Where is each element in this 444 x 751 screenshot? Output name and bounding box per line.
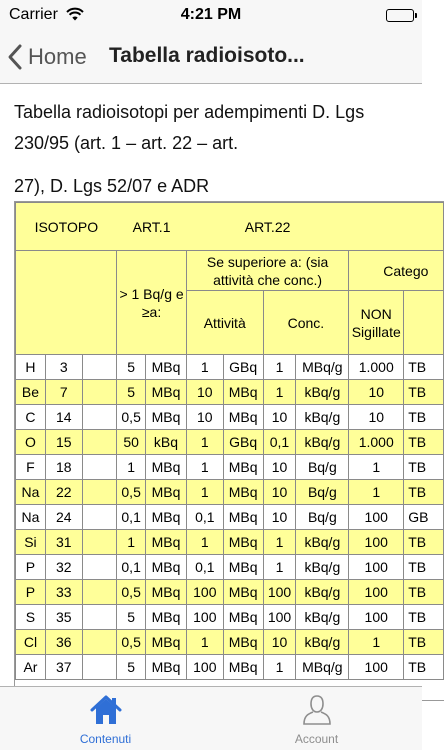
intro-line-2: 27), D. Lgs 52/07 e ADR — [14, 176, 210, 196]
cell-art1-value: 1 — [117, 455, 146, 480]
intro-line-1: Tabella radioisotopi per adempimenti D. Lgs 230/95 (art. 1 – art. 22 – art. — [14, 102, 365, 153]
header-isotopo: ISOTOPO — [16, 203, 117, 251]
cell-conc-value: 10 — [263, 480, 296, 505]
cell-conc-value: 10 — [263, 455, 296, 480]
cell-element: Si — [16, 530, 46, 555]
cell-empty — [82, 480, 117, 505]
cell-conc-value: 1 — [263, 355, 296, 380]
table-header-row — [16, 203, 444, 251]
cell-empty — [82, 380, 117, 405]
cell-element: P — [16, 580, 46, 605]
cell-art1-value: 5 — [117, 380, 146, 405]
cell-element: Na — [16, 480, 46, 505]
cell-activity-value: 1 — [186, 355, 223, 380]
cell-mass-number: 18 — [45, 455, 82, 480]
cell-element: O — [16, 430, 46, 455]
header-categoria: Catego — [349, 251, 444, 291]
cell-activity-value: 10 — [186, 380, 223, 405]
back-button[interactable] — [8, 41, 87, 73]
cell-element: Cl — [16, 630, 46, 655]
cell-category: TB — [404, 380, 444, 405]
cell-category: TB — [404, 480, 444, 505]
cell-non-sigillate: 100 — [349, 505, 404, 530]
content-scroll-area[interactable] — [0, 85, 429, 685]
cell-category: TB — [404, 530, 444, 555]
cell-activity-value: 1 — [186, 530, 223, 555]
cell-category: TB — [404, 355, 444, 380]
cell-category: TB — [404, 455, 444, 480]
cell-conc-value: 1 — [263, 530, 296, 555]
header-se-superiore: Se superiore a: (sia attività che conc.) — [186, 251, 348, 291]
header-conc: Conc. — [263, 291, 349, 355]
cell-activity-unit: MBq — [223, 505, 263, 530]
cell-mass-number: 36 — [45, 630, 82, 655]
cell-activity-unit: MBq — [223, 455, 263, 480]
chevron-left-icon — [8, 44, 22, 70]
table-row — [16, 505, 444, 530]
cell-non-sigillate: 1 — [349, 630, 404, 655]
carrier-label: Carrier — [9, 6, 58, 23]
cell-activity-value: 1 — [186, 455, 223, 480]
table-row — [16, 605, 444, 630]
cell-element: F — [16, 455, 46, 480]
tab-contenuti[interactable] — [0, 687, 211, 751]
cell-mass-number: 35 — [45, 605, 82, 630]
cell-art1-unit: MBq — [146, 505, 187, 530]
cell-activity-value: 100 — [186, 605, 223, 630]
cell-art1-value: 50 — [117, 430, 146, 455]
cell-conc-unit: Bq/g — [296, 480, 349, 505]
back-button-label: Home — [28, 44, 87, 69]
cell-element: S — [16, 605, 46, 630]
cell-conc-unit: kBq/g — [296, 405, 349, 430]
cell-empty — [82, 655, 117, 680]
cell-art1-unit: MBq — [146, 405, 187, 430]
cell-art1-unit: MBq — [146, 555, 187, 580]
header-empty — [16, 251, 117, 355]
cell-activity-unit: GBq — [223, 430, 263, 455]
cell-activity-unit: MBq — [223, 655, 263, 680]
cell-conc-unit: kBq/g — [296, 630, 349, 655]
cell-element: Ar — [16, 655, 46, 680]
cell-empty — [82, 555, 117, 580]
cell-conc-value: 1 — [263, 655, 296, 680]
cell-empty — [82, 530, 117, 555]
table-row — [16, 630, 444, 655]
status-bar — [0, 0, 422, 30]
cell-empty — [82, 505, 117, 530]
header-non-sigillate: NON Sigillate — [349, 291, 404, 355]
cell-art1-unit: kBq — [146, 430, 187, 455]
cell-activity-unit: GBq — [223, 355, 263, 380]
cell-art1-unit: MBq — [146, 655, 187, 680]
cell-art1-value: 0,5 — [117, 580, 146, 605]
battery-icon — [386, 9, 414, 22]
tab-account-label: Account — [294, 732, 339, 746]
cell-mass-number: 22 — [45, 480, 82, 505]
cell-mass-number: 7 — [45, 380, 82, 405]
cell-activity-unit: MBq — [223, 630, 263, 655]
cell-art1-value: 0,5 — [117, 405, 146, 430]
cell-non-sigillate: 100 — [349, 605, 404, 630]
cell-element: C — [16, 405, 46, 430]
table-row — [16, 530, 444, 555]
cell-activity-value: 10 — [186, 405, 223, 430]
cell-element: H — [16, 355, 46, 380]
table-header-row — [16, 251, 444, 291]
cell-activity-unit: MBq — [223, 405, 263, 430]
cell-conc-value: 10 — [263, 405, 296, 430]
cell-conc-unit: Bq/g — [296, 455, 349, 480]
table-row — [16, 380, 444, 405]
isotope-table-container[interactable] — [14, 201, 444, 701]
cell-mass-number: 14 — [45, 405, 82, 430]
cell-conc-unit: MBq/g — [296, 655, 349, 680]
cell-non-sigillate: 10 — [349, 380, 404, 405]
cell-art1-value: 0,1 — [117, 555, 146, 580]
person-icon — [300, 693, 334, 732]
cell-conc-unit: kBq/g — [296, 580, 349, 605]
cell-art1-unit: MBq — [146, 455, 187, 480]
header-categoria-extra — [404, 291, 444, 355]
cell-activity-unit: MBq — [223, 580, 263, 605]
cell-non-sigillate: 1 — [349, 480, 404, 505]
page-title: Tabella radioisoto... — [109, 44, 305, 67]
cell-art1-value: 5 — [117, 355, 146, 380]
cell-conc-unit: kBq/g — [296, 530, 349, 555]
cell-category: TB — [404, 605, 444, 630]
cell-mass-number: 32 — [45, 555, 82, 580]
cell-art1-unit: MBq — [146, 480, 187, 505]
cell-conc-value: 10 — [263, 630, 296, 655]
cell-empty — [82, 580, 117, 605]
cell-activity-value: 1 — [186, 480, 223, 505]
cell-art1-unit: MBq — [146, 605, 187, 630]
cell-mass-number: 33 — [45, 580, 82, 605]
cell-non-sigillate: 1.000 — [349, 355, 404, 380]
cell-element: P — [16, 555, 46, 580]
cell-activity-unit: MBq — [223, 480, 263, 505]
cell-empty — [82, 355, 117, 380]
cell-conc-unit: kBq/g — [296, 430, 349, 455]
cell-non-sigillate: 10 — [349, 405, 404, 430]
cell-art1-value: 5 — [117, 605, 146, 630]
table-row — [16, 455, 444, 480]
table-row — [16, 655, 444, 680]
cell-empty — [82, 430, 117, 455]
table-row — [16, 355, 444, 380]
cell-art1-unit: MBq — [146, 355, 187, 380]
cell-conc-unit: kBq/g — [296, 380, 349, 405]
tab-contenuti-label: Contenuti — [79, 732, 132, 746]
cell-activity-value: 100 — [186, 580, 223, 605]
cell-art1-unit: MBq — [146, 380, 187, 405]
header-art1-threshold — [117, 251, 187, 355]
cell-mass-number: 31 — [45, 530, 82, 555]
cell-conc-value: 100 — [263, 605, 296, 630]
cell-conc-value: 10 — [263, 505, 296, 530]
cell-element: Na — [16, 505, 46, 530]
cell-empty — [82, 455, 117, 480]
cell-non-sigillate: 100 — [349, 655, 404, 680]
intro-text — [14, 97, 414, 202]
cell-activity-value: 0,1 — [186, 505, 223, 530]
cell-non-sigillate: 100 — [349, 530, 404, 555]
cell-art1-unit: MBq — [146, 630, 187, 655]
cell-art1-unit: MBq — [146, 580, 187, 605]
cell-conc-unit: MBq/g — [296, 355, 349, 380]
cell-activity-value: 1 — [186, 430, 223, 455]
header-blank — [349, 203, 444, 251]
table-row — [16, 430, 444, 455]
cell-conc-value: 0,1 — [263, 430, 296, 455]
cell-category: TB — [404, 555, 444, 580]
cell-art1-value: 0,5 — [117, 630, 146, 655]
cell-category: TB — [404, 630, 444, 655]
cell-activity-unit: MBq — [223, 530, 263, 555]
cell-activity-unit: MBq — [223, 605, 263, 630]
cell-conc-value: 100 — [263, 580, 296, 605]
tab-account[interactable] — [211, 687, 422, 751]
cell-art1-value: 0,5 — [117, 480, 146, 505]
house-icon — [89, 693, 123, 732]
cell-mass-number: 15 — [45, 430, 82, 455]
cell-empty — [82, 405, 117, 430]
cell-conc-value: 1 — [263, 555, 296, 580]
cell-category: TB — [404, 405, 444, 430]
cell-category: TB — [404, 655, 444, 680]
header-art1: ART.1 — [117, 203, 187, 251]
cell-activity-value: 0,1 — [186, 555, 223, 580]
cell-category: TB — [404, 580, 444, 605]
cell-activity-unit: MBq — [223, 555, 263, 580]
cell-empty — [82, 630, 117, 655]
cell-mass-number: 3 — [45, 355, 82, 380]
cell-empty — [82, 605, 117, 630]
cell-activity-unit: MBq — [223, 380, 263, 405]
cell-conc-unit: Bq/g — [296, 505, 349, 530]
cell-art1-value: 1 — [117, 530, 146, 555]
threshold-text: > 1 Bq/g e ≥a: — [119, 285, 184, 320]
navigation-bar — [0, 30, 422, 84]
cell-conc-unit: kBq/g — [296, 555, 349, 580]
cell-activity-value: 100 — [186, 655, 223, 680]
table-row — [16, 405, 444, 430]
cell-element: Be — [16, 380, 46, 405]
cell-conc-unit: kBq/g — [296, 605, 349, 630]
cell-conc-value: 1 — [263, 380, 296, 405]
cell-activity-value: 1 — [186, 630, 223, 655]
tab-bar — [0, 686, 422, 750]
isotope-table — [15, 202, 444, 680]
cell-non-sigillate: 100 — [349, 555, 404, 580]
table-row — [16, 555, 444, 580]
table-body — [16, 355, 444, 680]
cell-category: GB — [404, 505, 444, 530]
header-art22: ART.22 — [186, 203, 348, 251]
cell-non-sigillate: 1.000 — [349, 430, 404, 455]
cell-category: TB — [404, 430, 444, 455]
cell-art1-unit: MBq — [146, 530, 187, 555]
clock: 4:21 PM — [180, 6, 242, 23]
table-row — [16, 580, 444, 605]
cell-mass-number: 37 — [45, 655, 82, 680]
table-row — [16, 480, 444, 505]
cell-non-sigillate: 100 — [349, 580, 404, 605]
cell-non-sigillate: 1 — [349, 455, 404, 480]
header-attivita: Attività — [186, 291, 263, 355]
cell-mass-number: 24 — [45, 505, 82, 530]
cell-art1-value: 5 — [117, 655, 146, 680]
cell-art1-value: 0,1 — [117, 505, 146, 530]
